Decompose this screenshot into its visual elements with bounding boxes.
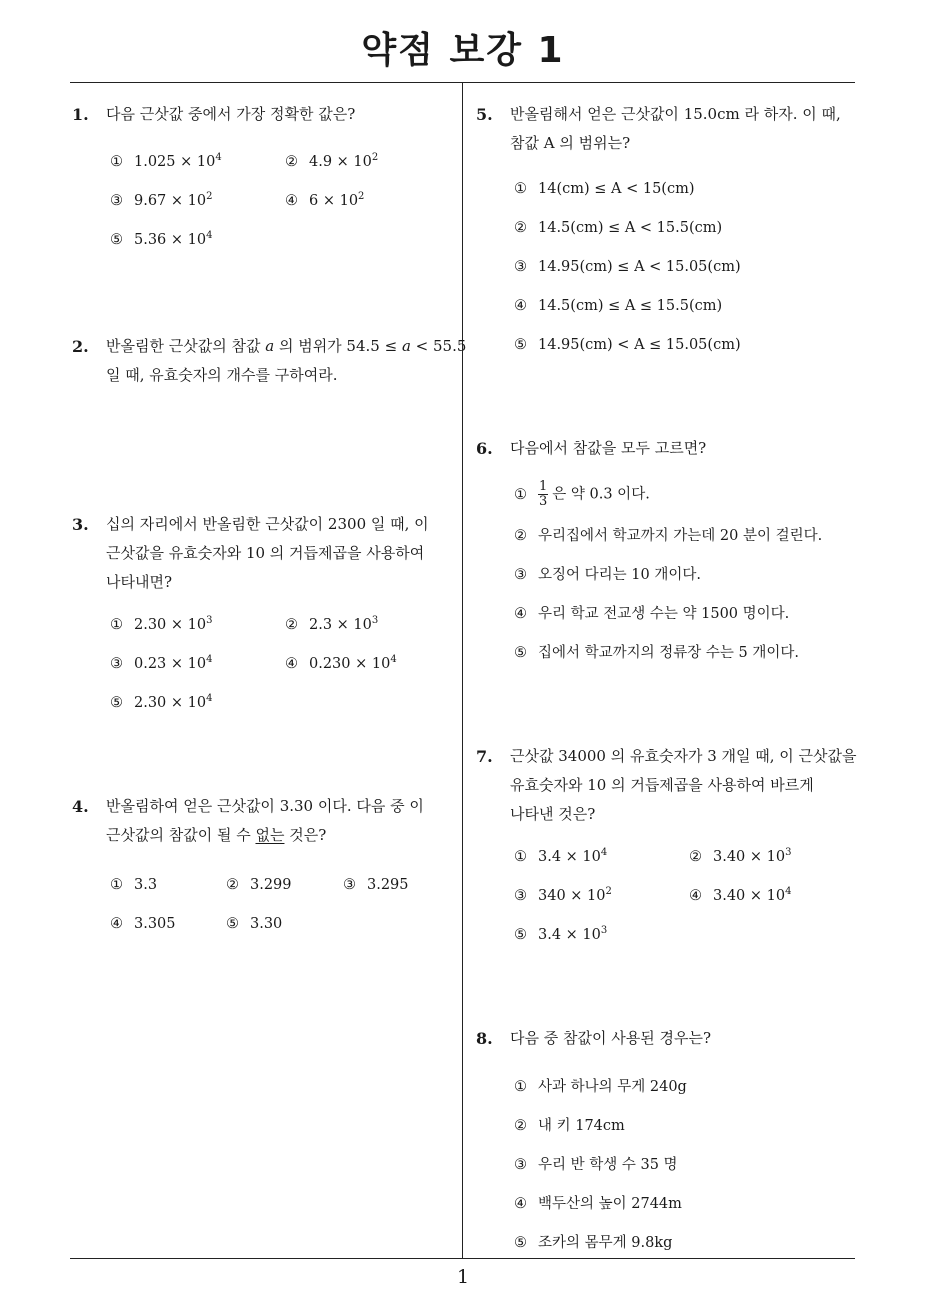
option-2[interactable]: ② 3.299: [226, 877, 292, 893]
page-title: 약점 보강 1: [361, 30, 565, 71]
option-4[interactable]: ④ $0.230 \times 10^4$: [285, 654, 397, 672]
fraction: $\frac{1}{3}$: [539, 479, 548, 509]
question-number: 8.: [476, 1029, 493, 1048]
question-text: 다음 중 참값이 사용된 경우는?: [510, 1029, 711, 1047]
question-number: 2.: [72, 337, 89, 356]
option-1[interactable]: ① $1.025 \times 10^4$: [110, 152, 222, 170]
footer-rule: [70, 1258, 855, 1259]
question-number: 7.: [476, 747, 493, 766]
column-divider: [462, 83, 463, 1258]
option-3[interactable]: ③ 오징어 다리는 10 개이다.: [514, 567, 701, 583]
option-4[interactable]: ④ 우리 학교 전교생 수는 약 1500 명이다.: [514, 606, 790, 622]
option-1[interactable]: ① 사과 하나의 무게 240g: [514, 1079, 687, 1095]
option-5[interactable]: ⑤ 집에서 학교까지의 정류장 수는 5 개이다.: [514, 645, 799, 661]
question-text: 반올림한 근삿값의 참값 a 의 범위가 54.5 ≤ a < 55.5 일 때, 유효숫자의 개수를 구하여라.: [106, 337, 467, 384]
option-3[interactable]: ③ 우리 반 학생 수 35 명: [514, 1157, 678, 1173]
question-text: 다음에서 참값을 모두 고르면?: [510, 439, 707, 457]
option-2[interactable]: ② $2.3 \times 10^3$: [285, 615, 379, 633]
question-text: 반올림해서 얻은 근삿값이 15.0cm 라 하자. 이 때, 참값 A 의 범위는?: [510, 105, 841, 152]
option-4[interactable]: ④ $3.40 \times 10^4$: [689, 886, 792, 904]
option-3[interactable]: ③ $0.23 \times 10^4$: [110, 654, 213, 672]
option-1[interactable]: ① 3.3: [110, 877, 158, 893]
option-5[interactable]: ⑤ $5.36 \times 10^4$: [110, 230, 213, 248]
question-number: 1.: [72, 105, 89, 124]
question-number: 3.: [72, 515, 89, 534]
page-number: 1: [456, 1266, 470, 1288]
option-1[interactable]: ① 14(cm) ≤ A < 15(cm): [514, 181, 695, 197]
option-5[interactable]: ⑤ 조카의 몸무게 9.8kg: [514, 1235, 673, 1251]
option-3[interactable]: ③ 14.95(cm) ≤ A < 15.05(cm): [514, 259, 741, 275]
option-5[interactable]: ⑤ 3.30: [226, 916, 283, 932]
option-2[interactable]: ② 14.5(cm) ≤ A < 15.5(cm): [514, 220, 723, 236]
option-2[interactable]: ② 우리집에서 학교까지 가는데 20 분이 걸린다.: [514, 528, 823, 544]
option-2[interactable]: ② 내 키 174cm: [514, 1118, 625, 1134]
question-text: 십의 자리에서 반올림한 근삿값이 2300 일 때, 이 근삿값을 유효숫자와 10 의 거듭제곱을 사용하여 나타내면?: [106, 515, 429, 591]
option-1[interactable]: ① $\frac{1}{3}$ 은 약 0.3 이다.: [514, 479, 650, 509]
option-2[interactable]: ② $4.9 \times 10^2$: [285, 152, 379, 170]
option-3[interactable]: ③ $9.67 \times 10^2$: [110, 191, 213, 209]
option-4[interactable]: ④ $6 \times 10^2$: [285, 191, 365, 209]
option-1[interactable]: ① $2.30 \times 10^3$: [110, 615, 213, 633]
question-text: 근삿값 34000 의 유효숫자가 3 개일 때, 이 근삿값을 유효숫자와 10 의 거듭제곱을 사용하여 바르게 나타낸 것은?: [510, 747, 857, 823]
question-number: 4.: [72, 797, 89, 816]
question-number: 5.: [476, 105, 493, 124]
question-text: 다음 근삿값 중에서 가장 정확한 값은?: [106, 105, 356, 123]
option-4[interactable]: ④ 3.305: [110, 916, 176, 932]
option-2[interactable]: ② $3.40 \times 10^3$: [689, 847, 792, 865]
option-5[interactable]: ⑤ 14.95(cm) < A ≤ 15.05(cm): [514, 337, 741, 353]
option-4[interactable]: ④ 백두산의 높이 2744m: [514, 1196, 682, 1212]
option-3[interactable]: ③ 3.295: [343, 877, 409, 893]
option-4[interactable]: ④ 14.5(cm) ≤ A ≤ 15.5(cm): [514, 298, 723, 314]
question-number: 6.: [476, 439, 493, 458]
question-text: 반올림하여 얻은 근삿값이 3.30 이다. 다음 중 이 근삿값의 참값이 될 수 없는 것은?: [106, 797, 424, 844]
option-5[interactable]: ⑤ $3.4 \times 10^3$: [514, 925, 608, 943]
option-5[interactable]: ⑤ $2.30 \times 10^4$: [110, 693, 213, 711]
option-1[interactable]: ① $3.4 \times 10^4$: [514, 847, 608, 865]
option-3[interactable]: ③ $340 \times 10^2$: [514, 886, 612, 904]
